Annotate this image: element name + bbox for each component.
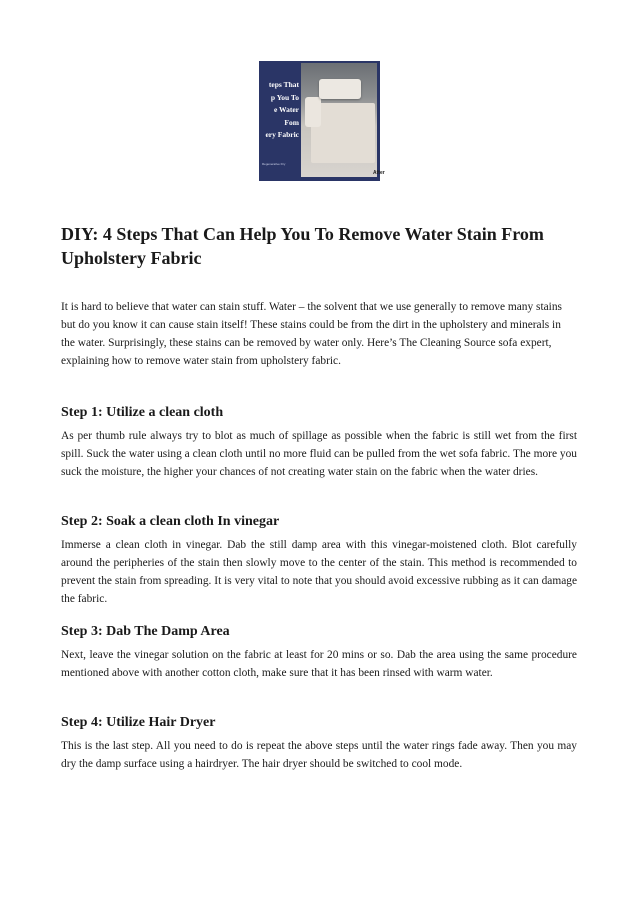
photo-label: After	[373, 170, 385, 176]
hero-image	[259, 61, 385, 181]
sofa-cushion	[319, 79, 361, 99]
hero-line: Fom	[284, 117, 299, 127]
step-4-body: This is the last step. All you need to do is repeat the above steps until the water rings fade away. Then you may dry the damp surface using a hairdryer. The hair dryer should be switched to cool mode.	[61, 740, 577, 770]
article-title: DIY: 4 Steps That Can Help You To Remove Water Stain From Upholstery Fabric	[61, 224, 544, 268]
step-1-body: As per thumb rule always try to blot as much of spillage as possible when the fabric is still wet from the first spill. Suck the water using a clean cloth until no more fluid can be pulled from the wet sofa fabric. The more you suck the moisture, the higher your chances of not creating water stain on the fabric when the water dries.	[61, 430, 577, 478]
hero-line: e Water	[273, 105, 299, 114]
hero-line: ery Fabric	[265, 130, 299, 139]
step-3-body: Next, leave the vinegar solution on the fabric at least for 20 mins or so. Dab the area using the same procedure mentioned above with another cotton cloth, make sure that it has been rinsed with warm water.	[61, 649, 577, 679]
hero-line: teps That	[268, 80, 299, 89]
intro-paragraph: It is hard to believe that water can stain stuff. Water – the solvent that we use generally to remove many stains but do you know it can cause stain itself! These stains could be from the dirt in the upholstery and minerals in the water. Surprisingly, these stains can be removed by water only. Here’s The Cleaning Source sofa expert, explaining how to remove water stain from upholstery fabric.	[61, 301, 562, 367]
step-3-heading: Step 3: Dab The Damp Area	[61, 624, 230, 639]
hero-line: p You To	[270, 92, 299, 102]
hero-small-text: Regenerative Dry	[262, 162, 286, 166]
hero-text-panel	[259, 61, 299, 181]
step-4-heading: Step 4: Utilize Hair Dryer	[61, 715, 216, 730]
step-1-heading: Step 1: Utilize a clean cloth	[61, 405, 224, 420]
sofa-photo	[301, 63, 385, 177]
hero-title-text	[259, 79, 300, 142]
step-2-body: Immerse a clean cloth in vinegar. Dab the still damp area with this vinegar-moistened cloth. Blot carefully around the peripheries of the stain then slowly move to the center of the stain. This method is recommended to prevent the stain from spreading. It is very vital to note that you should avoid excessive rubbing as it can damage the fabric.	[61, 539, 577, 605]
sofa-arm	[305, 97, 321, 127]
step-2-heading: Step 2: Soak a clean cloth In vinegar	[61, 514, 280, 529]
